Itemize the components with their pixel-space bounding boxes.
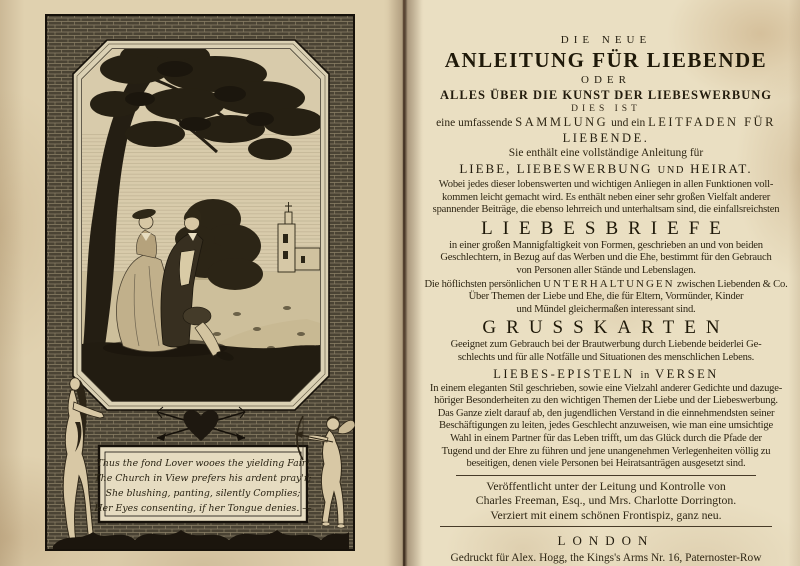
oder-line: ODER	[581, 74, 631, 86]
liebende-line: LIEBENDE.	[562, 131, 650, 145]
episteln-line: LIEBES-EPISTELN in VERSEN	[493, 366, 719, 381]
scene	[82, 40, 323, 401]
verse-line: Thus the fond Lover wooes the yielding Fair;	[96, 458, 310, 469]
para1-line: spannender Beiträge, die ebenso lehrreich und unterhaltsam sind, die einfallsreichsten	[432, 204, 780, 216]
liebe-heirat-line: LIEBE, LIEBESWERBUNG UND HEIRAT.	[459, 161, 753, 176]
publisher-line: Charles Freeman, Esq., und Mrs. Charlotte Dorrington.	[475, 493, 737, 508]
verse-plaque	[93, 446, 312, 522]
para4-line: In einem eleganten Stil geschrieben, sowie eine Vielzahl anderer Gedichte und dazuge-	[429, 382, 783, 394]
para3-line: schlechts und für alle Notfälle und Situationen des menschlichen Lebens.	[457, 351, 755, 363]
para4-line: beseitigen, denen viele Personen bei Heiratsanträgen ausgesetzt sind.	[466, 458, 746, 470]
para1-line: kommen leicht gemacht wird. Es enthält neben einer sehr großen Vielfalt anderer	[441, 191, 771, 203]
dies-ist-line: DIES IST	[571, 104, 641, 114]
heading-liebesbriefe: LIEBESBRIEFE	[481, 217, 731, 239]
para1-line: Wobei jedes dieser lobenswerten und wichtigen Anliegen in allen Funktionen voll-	[438, 179, 774, 190]
imprint-line: Gedruckt für Alex. Hogg, the Kings's Arms Nr. 16, Paternoster-Row	[450, 552, 762, 565]
page-title: ANLEITUNG FÜR LIEBENDE	[444, 48, 768, 72]
para2-line: in einer großen Mannigfaltigkeit von Formen, geschrieben an und von beiden	[449, 239, 763, 251]
sammlung-line: eine umfassende SAMMLUNG und ein LEITFADEN FÜR	[436, 115, 776, 129]
verse-line: The Church in View prefers his ardent pray'r;	[94, 473, 312, 484]
frontispiece-engraving	[45, 14, 355, 551]
gutter-crease	[403, 0, 405, 566]
title-page-text	[418, 34, 794, 565]
ueber-themen-line: Über Themen der Liebe und Ehe, die für Eltern, Vormünder, Kinder	[468, 291, 744, 303]
unterhaltungen-line: Die höflichsten persönlichen UNTERHALTUNGEN zwischen Liebenden & Co.	[424, 277, 788, 290]
divider-rule	[456, 475, 756, 476]
subtitle: ALLES ÜBER DIE KUNST DER LIEBESWERBUNG	[440, 88, 772, 102]
series-line: DIE NEUE	[560, 34, 652, 46]
divider-rule	[440, 526, 772, 527]
para4-line: höriger Besonderheiten zu den wichtigen Themen der Liebe und der Liebeswerbung.	[434, 395, 778, 407]
para4-line: Beschäftigungen zu leiten, jedes Geschlecht anzuweisen, wie man eine umsichtige	[439, 420, 773, 432]
city-line: LONDON	[557, 533, 655, 549]
publisher-line: Veröffentlicht unter der Leitung und Kontrolle von	[486, 478, 726, 493]
para2-line: von Personen aller Stände und Lebenslagen.	[516, 264, 696, 276]
para3-line: Geeignet zum Gebrauch bei der Brautwerbung durch Liebende beiderlei Ge-	[450, 339, 762, 351]
para4-line: Das Ganze zielt darauf ab, den jugendlichen Verstand in die einnehmendsten seiner	[437, 407, 775, 419]
para4-line: Tugend und der Ehre zu führen und jene unangenehmen Verlegenheiten völlig zu	[441, 445, 771, 457]
verse-line: Her Eyes consenting, if her Tongue denies. —	[94, 503, 312, 514]
man-breeches	[183, 307, 211, 325]
publisher-line: Verziert mit einem schönen Frontispiz, ganz neu.	[490, 507, 722, 522]
ueber-themen-line: und Mündel gleichermaßen interessant sind.	[516, 303, 696, 315]
para2-line: Geschlechtern, in Bezug auf das Werben und die Ehe, bestimmt für den Gebrauch	[440, 252, 772, 264]
heading-grusskarten: GRUSSKARTEN	[482, 317, 730, 339]
para4-line: Wahl in einem Partner für das Leben trifft, um das Glück durch die Pfade der	[450, 432, 762, 444]
verse-line: She blushing, panting, silently Complies;	[105, 488, 301, 499]
enthaelt-line: Sie enthält eine vollständige Anleitung für	[508, 147, 704, 159]
